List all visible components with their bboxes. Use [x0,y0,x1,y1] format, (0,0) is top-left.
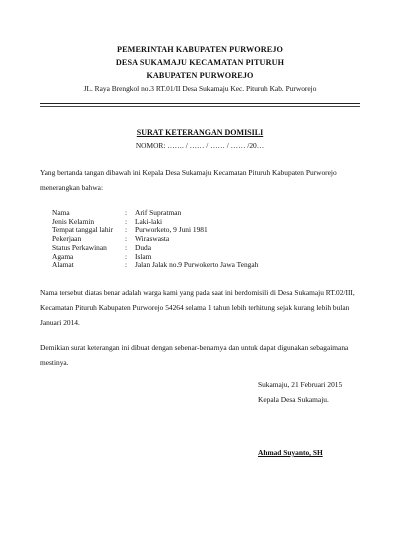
field-separator: : [125,234,128,244]
field-label: Jenis Kelamin [52,216,95,226]
field-label: Agama [52,251,74,261]
letterhead-address: JL. Raya Brengkol no.3 RT.01/II Desa Sukamaju Kec. Pituruh Kab. Purworejo [83,84,317,93]
field-label: Pekerjaan [52,234,82,244]
signature-place-date: Sukamaju, 21 Februari 2015 [258,380,343,389]
field-label: Alamat [52,260,74,270]
table-row [52,244,258,253]
body-paragraph: Nama tersebut diatas benar adalah warga kami yang pada saat ini berdomisili di Desa Sukamaju RT.02/III, Kecamatan Pituruh Kabupaten Purworejo 54264 selama 1 tahun lebih terhitung sejak kurang lebih bulan Januari 2014. [40,288,355,327]
letterhead [0,43,400,95]
field-separator: : [125,216,128,226]
letterhead-divider-thick [40,103,360,104]
letter-title: SURAT KETERANGAN DOMISILI [136,128,264,137]
closing-paragraph: Demikian surat keterangan ini dibuat dengan sebenar-benarnya dan untuk dapat digunakan sebagaimana mestinya. [40,343,349,367]
letterhead-government: PEMERINTAH KABUPATEN PURWOREJO [116,45,283,54]
field-label: Status Perkawinan [52,242,107,252]
intro-paragraph: Yang bertanda tangan dibawah ini Kepala Desa Sukamaju Kecamatan Pituruh Kabupaten Purworejo menerangkan bahwa: [40,168,337,192]
field-label: Nama [52,208,70,217]
field-separator: : [125,225,128,235]
field-separator: : [125,208,128,217]
field-value: Laki-laki [135,216,163,226]
letterhead-divider-thin [40,106,360,107]
field-label: Tempat tanggal lahir [52,225,114,235]
field-separator: : [125,242,128,252]
letter-number: NOMOR: ……. / …… / …… / …… /20… [135,141,265,150]
signatory-name: Ahmad Suyanto, SH [258,448,323,457]
signature-position: Kepala Desa Sukamaju. [258,395,329,404]
field-value: Islam [135,251,152,261]
field-value: Jalan Jalak no.9 Purwokerto Jawa Tengah [135,260,259,270]
field-value: Wiraswasta [135,234,170,244]
field-value: Arif Supratman [135,208,182,217]
letterhead-regency: KABUPATEN PURWOREJO [146,71,254,80]
letterhead-village: DESA SUKAMAJU KECAMATAN PITURUH [115,58,285,67]
field-value: Purworketo, 9 Juni 1981 [135,225,208,235]
field-separator: : [125,251,128,261]
identity-table [52,209,258,270]
field-separator: : [125,260,128,270]
table-row [52,261,258,270]
field-value: Duda [135,242,152,252]
